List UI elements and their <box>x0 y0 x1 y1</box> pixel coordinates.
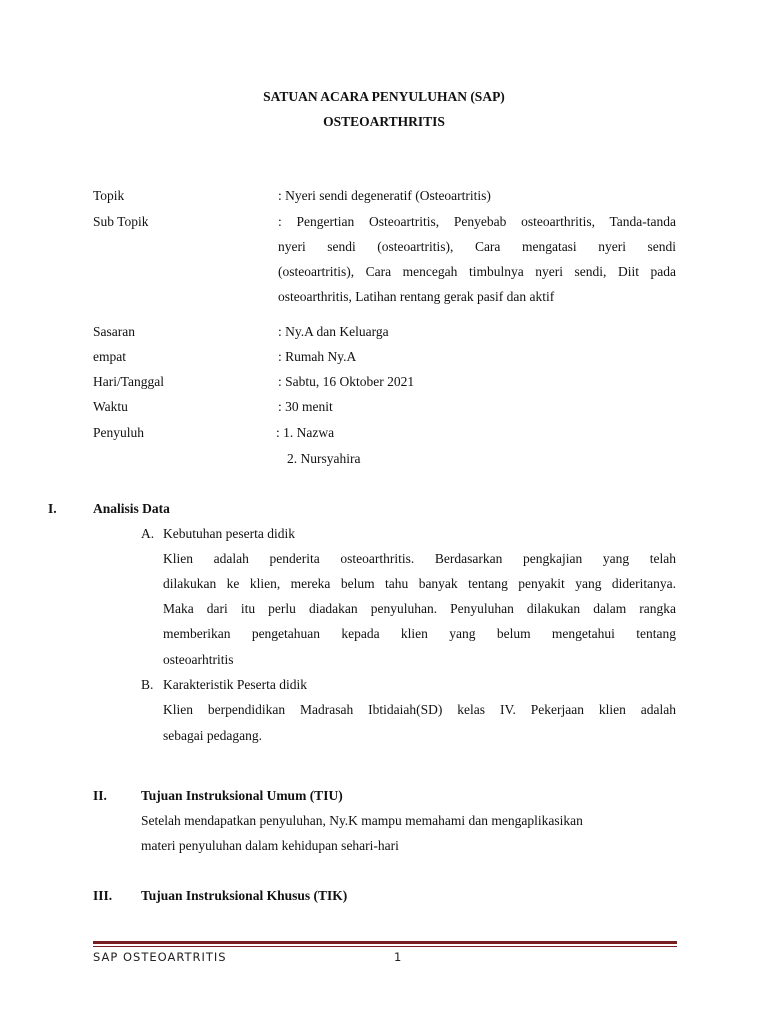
subtopik-label: Sub Topik <box>93 214 149 229</box>
section-3-heading: Tujuan Instruksional Khusus (TIK) <box>141 888 348 903</box>
doc-subtitle: OSTEOARTHRITIS <box>323 114 445 129</box>
subsection-b-line-2: sebagai pedagang. <box>163 728 262 743</box>
section-1-number: I. <box>48 501 57 516</box>
waktu-value: : 30 menit <box>278 399 333 414</box>
doc-title: SATUAN ACARA PENYULUHAN (SAP) <box>263 89 505 104</box>
subsection-a-line-1: Klien adalah penderita osteoarthritis. Berdasarkan pengkajian yang telah <box>163 551 676 566</box>
sasaran-label: Sasaran <box>93 324 135 339</box>
section-2-number: II. <box>93 788 107 803</box>
waktu-label: Waktu <box>93 399 128 414</box>
topik-label: Topik <box>93 188 125 203</box>
subsection-a-line-5: osteoarhtritis <box>163 652 234 667</box>
hari-label: Hari/Tanggal <box>93 374 165 389</box>
tempat-value: : Rumah Ny.A <box>278 349 357 364</box>
topik-value: : Nyeri sendi degeneratif (Osteoartritis) <box>278 188 491 203</box>
footer-label: SAP OSTEOARTRITIS <box>93 950 227 964</box>
footer-rule-thick <box>93 941 677 944</box>
subsection-a-line-2: dilakukan ke klien, mereka belum tahu banyak tentang penyakit yang dideritanya. <box>163 576 676 591</box>
subsection-a-line-3: Maka dari itu perlu diadakan penyuluhan. Penyuluhan dilakukan dalam rangka <box>163 601 676 616</box>
subtopik-line-4: osteoarthritis, Latihan rentang gerak pasif dan aktif <box>278 289 555 304</box>
subsection-b-title: Karakteristik Peserta didik <box>163 677 307 692</box>
footer-page-number: 1 <box>394 950 403 964</box>
penyuluh-value-2: 2. Nursyahira <box>287 451 361 466</box>
penyuluh-value-1: : 1. Nazwa <box>276 425 335 440</box>
penyuluh-label: Penyuluh <box>93 425 145 440</box>
section-3-number: III. <box>93 888 113 903</box>
section-2-heading: Tujuan Instruksional Umum (TIU) <box>141 788 343 803</box>
sasaran-value: : Ny.A dan Keluarga <box>278 324 389 339</box>
subtopik-line-3: (osteoartritis), Cara mencegah timbulnya nyeri sendi, Diit pada <box>278 264 676 279</box>
hari-value: : Sabtu, 16 Oktober 2021 <box>278 374 415 389</box>
footer-rule-thin <box>93 946 677 947</box>
subsection-a-line-4: memberikan pengetahuan kepada klien yang belum mengetahui tentang <box>163 626 676 641</box>
tempat-label: empat <box>93 349 126 364</box>
subsection-a-label: A. <box>141 526 155 541</box>
section-2-line-2: materi penyuluhan dalam kehidupan sehari-hari <box>141 838 399 853</box>
section-1-heading: Analisis Data <box>93 501 170 516</box>
subtopik-line-2: nyeri sendi (osteoartritis), Cara mengatasi nyeri sendi <box>278 239 676 254</box>
subsection-b-line-1: Klien berpendidikan Madrasah Ibtidaiah(SD) kelas IV. Pekerjaan klien adalah <box>163 702 676 717</box>
subsection-a-title: Kebutuhan peserta didik <box>163 526 295 541</box>
section-2-line-1: Setelah mendapatkan penyuluhan, Ny.K mampu memahami dan mengaplikasikan <box>141 813 583 828</box>
subsection-b-label: B. <box>141 677 154 692</box>
subtopik-line-1: : Pengertian Osteoartritis, Penyebab osteoarthritis, Tanda-tanda <box>278 214 676 229</box>
